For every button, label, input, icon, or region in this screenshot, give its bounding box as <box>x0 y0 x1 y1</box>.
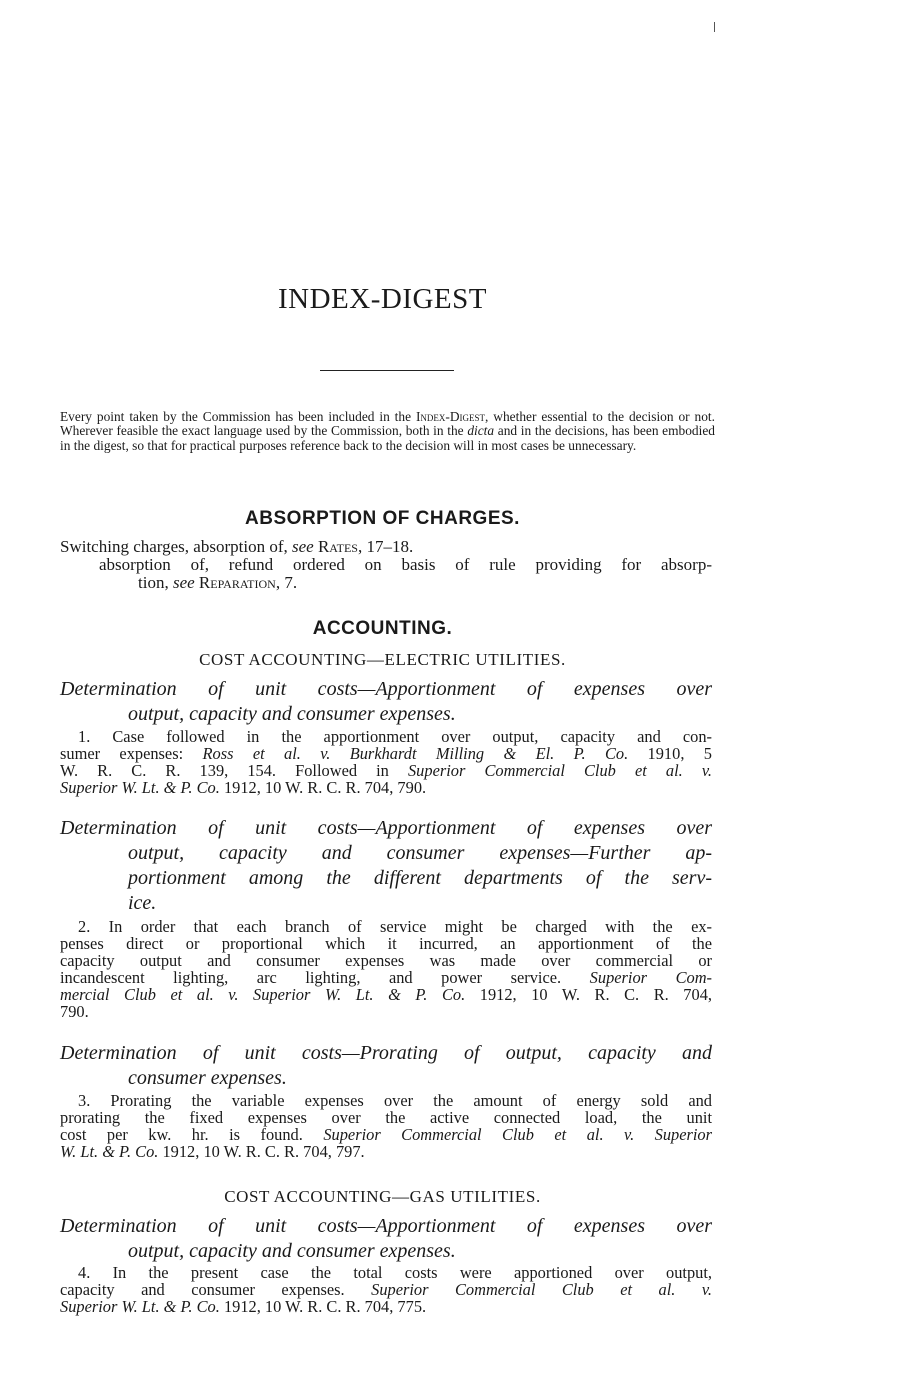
para-line <box>60 745 712 762</box>
case-citation: Superior W. Lt. & P. Co. <box>60 778 220 797</box>
para-line <box>60 1281 712 1298</box>
para-text: cost per kw. hr. is found. <box>60 1125 324 1144</box>
para-text: 1912, 10 W. R. C. R. 704, <box>465 985 712 1004</box>
para-line: capacity output and consumer expenses was made over commercial or <box>60 951 712 970</box>
case-citation: Superior Com- <box>589 968 712 987</box>
para-text: capacity and consumer expenses. <box>60 1280 372 1299</box>
subheading-electric-utilities: COST ACCOUNTING—ELECTRIC UTILITIES. <box>199 650 566 669</box>
topic-line: portionment among the different departments of the serv- <box>128 867 712 889</box>
para-line <box>60 779 712 796</box>
para-line <box>60 1126 712 1143</box>
para-line: 2. In order that each branch of service might be charged with the ex- <box>78 917 712 936</box>
xref-absorption-refund-cont <box>138 573 297 592</box>
xref-link-reparation[interactable]: Reparation <box>198 573 276 592</box>
topic-line: consumer expenses. <box>128 1067 287 1089</box>
topic-heading-3 <box>60 1041 712 1091</box>
para-line <box>60 986 712 1003</box>
digest-paragraph-4 <box>60 1264 712 1315</box>
xref-switching-charges <box>60 537 413 556</box>
case-citation: Superior Commercial Club et al. v. <box>407 761 712 780</box>
case-citation: Superior Commercial Club et al. v. Superior <box>323 1125 712 1144</box>
para-line: 1. Case followed in the apportionment over output, capacity and con- <box>78 727 712 746</box>
section-heading-absorption: ABSORPTION OF CHARGES. <box>245 508 520 529</box>
para-line: 4. In the present case the total costs were apportioned over output, <box>78 1263 712 1282</box>
xref-number: , 17–18. <box>357 537 414 556</box>
intro-text-a: Every point taken by the Commission has been included in the <box>60 409 416 424</box>
case-citation: Superior Commercial Club et al. v. <box>371 1280 712 1299</box>
topic-heading-1 <box>60 677 712 727</box>
section-heading-accounting: ACCOUNTING. <box>312 618 453 639</box>
digest-paragraph-2 <box>60 918 712 1020</box>
topic-line: Determination of unit costs—Apportionment of expenses over <box>60 1215 712 1237</box>
para-text: incandescent lighting, arc lighting, and power service. <box>60 968 590 987</box>
case-citation: mercial Club et al. v. Superior W. Lt. & P. Co. <box>60 985 466 1004</box>
topic-line: Determination of unit costs—Prorating of output, capacity and <box>60 1042 712 1064</box>
topic-line: Determination of unit costs—Apportionment of expenses over <box>60 678 712 700</box>
para-text: 1910, 5 <box>628 744 712 763</box>
topic-line: output, capacity and consumer expenses—Further ap- <box>128 842 712 864</box>
digest-paragraph-1 <box>60 728 712 796</box>
xref-see: see <box>172 573 195 592</box>
title-rule <box>320 370 454 371</box>
page-title: INDEX-DIGEST <box>278 283 487 315</box>
para-line <box>60 762 712 779</box>
intro-text-b: , whether essential to the decision or not. Wherever feasible the exact language used by the Commission, both in the <box>60 409 715 439</box>
xref-link-rates[interactable]: Rates <box>317 537 358 556</box>
case-citation: Superior W. Lt. & P. Co. <box>60 1297 220 1316</box>
xref-absorption-refund: absorption of, refund ordered on basis of rule providing for absorp- <box>99 555 712 574</box>
para-text: 1912, 10 W. R. C. R. 704, 790. <box>219 778 427 797</box>
para-line <box>60 1143 712 1160</box>
para-line <box>60 1298 712 1315</box>
para-line: prorating the fixed expenses over the active connected load, the unit <box>60 1108 712 1127</box>
xref-number: , 7. <box>275 573 298 592</box>
topic-heading-2 <box>60 816 712 916</box>
topic-line: ice. <box>128 892 157 914</box>
intro-dicta: dicta <box>467 423 495 439</box>
xref-see: see <box>291 537 314 556</box>
para-line <box>60 969 712 986</box>
para-line: 3. Prorating the variable expenses over the amount of energy sold and <box>78 1091 712 1110</box>
para-text: W. R. C. R. 139, 154. Followed in <box>60 761 408 780</box>
topic-line: output, capacity and consumer expenses. <box>128 1240 456 1262</box>
para-line: 790. <box>60 1002 89 1021</box>
digest-paragraph-3 <box>60 1092 712 1160</box>
para-text: 1912, 10 W. R. C. R. 704, 797. <box>158 1142 365 1161</box>
topic-heading-4 <box>60 1214 712 1264</box>
xref-text: tion, <box>138 573 173 592</box>
para-text: sumer expenses: <box>60 744 203 763</box>
intro-paragraph <box>60 410 715 453</box>
topic-line: Determination of unit costs—Apportionment of expenses over <box>60 817 712 839</box>
intro-text-c: and in the decisions, has been embodied in the digest, so that for practical purposes reference back to the decision will in most cases be unnecessary. <box>60 423 715 453</box>
scan-mark <box>714 22 715 32</box>
para-text: 1912, 10 W. R. C. R. 704, 775. <box>219 1297 427 1316</box>
para-line: penses direct or proportional which it incurred, an apportionment of the <box>60 934 712 953</box>
subheading-gas-utilities: COST ACCOUNTING—GAS UTILITIES. <box>224 1187 541 1206</box>
topic-line: output, capacity and consumer expenses. <box>128 703 456 725</box>
intro-index-digest: Index-Digest <box>415 409 486 424</box>
xref-text: Switching charges, absorption of, <box>60 537 292 556</box>
case-citation: Ross et al. v. Burkhardt Milling & El. P. Co. <box>202 744 629 763</box>
case-citation: W. Lt. & P. Co. <box>60 1142 159 1161</box>
